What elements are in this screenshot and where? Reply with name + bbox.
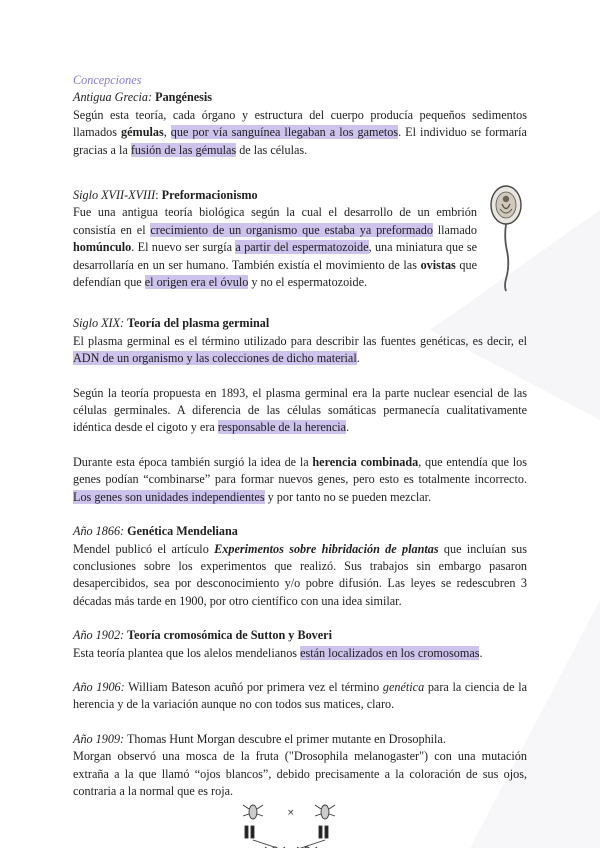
section-label: Antigua Grecia: — [73, 90, 153, 105]
text: para la ciencia de la herencia y de la variación aunque no con todos sus matices, claro. — [73, 679, 527, 712]
text: . — [346, 420, 350, 435]
text: Mendel publicó el artículo — [73, 541, 215, 556]
text: llamado — [432, 222, 477, 237]
text: . — [356, 351, 360, 366]
paragraph — [73, 385, 527, 437]
section-label: Año 1906: — [73, 679, 125, 694]
drosophila-cross-diagram-icon — [215, 802, 385, 848]
highlight: responsable de la herencia — [217, 420, 347, 435]
section-label: Año 1909: — [73, 731, 125, 746]
paragraph — [73, 731, 527, 748]
section-morgan — [73, 731, 527, 801]
text: de las células. — [236, 142, 308, 157]
section-plasma-germinal — [73, 315, 527, 367]
text: que incluían sus conclusiones sobre los experimentos que realizó. Sus trabajos sin embargo pasaron desapercibidos, sea por desconocimiento y/o pobre difusión. Las leyes se redescubren 3 décadas más tarde en 1900, por otro científico con una idea similar. — [73, 541, 528, 608]
bold-term: ovistas — [420, 257, 456, 272]
highlight: crecimiento de un organismo que estaba ya preformado — [150, 222, 433, 237]
section-mendel — [73, 523, 527, 610]
section-title-line — [73, 187, 477, 204]
highlight: ADN de un organismo y las colecciones de dicho material — [73, 351, 357, 366]
paragraph-block — [73, 385, 527, 437]
section-title-line — [73, 315, 527, 332]
highlight: fusión de las gémulas — [130, 142, 237, 157]
italic-term: genética — [382, 679, 425, 694]
section-pangenesis — [73, 89, 527, 159]
paragraph — [73, 541, 527, 611]
section-sutton-boveri — [73, 627, 527, 662]
section-label: Año 1902: — [73, 628, 125, 643]
text: William Bateson acuñó por primera vez el término — [124, 679, 383, 694]
paragraph — [73, 679, 527, 714]
paragraph — [73, 748, 527, 800]
section-heading: Concepciones — [73, 73, 142, 87]
highlight: el origen era el óvulo — [144, 275, 249, 290]
text: Thomas Hunt Morgan descubre el primer mutante en Drosophila. — [124, 731, 446, 746]
paragraph-block — [73, 454, 527, 506]
bold-term: homúnculo — [73, 240, 132, 255]
text: , una miniatura que se desarrollaría en un ser humano. También existía el movimiento de las — [73, 240, 478, 272]
highlight: están localizados en los cromosomas — [300, 645, 480, 660]
paragraph — [73, 333, 527, 368]
bold-term: herencia combinada — [312, 454, 419, 469]
section-bateson — [73, 679, 527, 714]
text: Morgan observó una mosca de la fruta ("Drosophila melanogaster") con una mutación extraña a la que llamó “ojos blancos”, debido precisamente a la coloración de sus ojos, contraria a la normal que es roja. — [73, 749, 527, 798]
paragraph — [73, 107, 527, 159]
paragraph — [73, 454, 527, 506]
text: Según esta teoría, cada órgano y estructura del cuerpo producía pequeños sedimentos llamados — [73, 107, 527, 140]
section-row — [73, 187, 527, 298]
section-title-line — [73, 89, 527, 106]
section-title: Genética Mendeliana — [127, 524, 238, 539]
section-text — [73, 187, 477, 291]
section-title-line — [73, 627, 527, 644]
paragraph — [73, 645, 527, 662]
text: y por tanto no se pueden mezclar. — [264, 489, 432, 504]
text: . El nuevo ser surgía — [131, 240, 236, 255]
text: que defendían que — [73, 257, 477, 290]
text: , — [163, 125, 171, 140]
section-label: Siglo XIX: — [73, 316, 125, 331]
section-title: Preformacionismo — [161, 188, 258, 203]
document-content — [73, 72, 527, 848]
section-title: Pangénesis — [155, 90, 213, 105]
text: Fue una antigua teoría biológica según la cual el desarrollo de un embrión consistía en el — [73, 205, 477, 237]
drosophila-cross-figure — [73, 802, 527, 848]
text: El plasma germinal es el término utilizado para describir las fuentes genéticas, es decir, el — [73, 333, 527, 348]
section-label: Siglo XVII-XVIII — [73, 188, 156, 203]
separator: : — [155, 188, 162, 203]
italic-term: Experimentos sobre hibridación de plantas — [214, 541, 439, 556]
highlight: Los genes son unidades independientes — [73, 489, 265, 504]
text: y no el espermatozoide. — [248, 275, 368, 290]
svg-text:×: × — [287, 808, 295, 819]
bold-term: gémulas — [121, 125, 164, 140]
section-title-line — [73, 523, 527, 540]
highlight: a partir del espermatozoide — [235, 240, 369, 255]
text: , que entendía que los genes podían “combinarse” para formar nuevos genes, pero esto es totalmente incorrecto. — [73, 454, 527, 487]
text: . — [479, 645, 483, 660]
homunculus-sperm-icon — [485, 183, 527, 298]
paragraph — [73, 204, 477, 291]
text: . El individuo se formaría gracias a la — [73, 125, 527, 157]
text: Esta teoría plantea que los alelos mendelianos — [73, 645, 301, 660]
highlight: que por vía sanguínea llegaban a los gametos — [170, 125, 399, 140]
section-title: Teoría del plasma germinal — [127, 316, 270, 331]
section-label: Año 1866: — [73, 524, 125, 539]
section-preformacionismo — [73, 187, 527, 298]
section-title: Teoría cromosómica de Sutton y Boveri — [127, 628, 332, 643]
text: Según la teoría propuesta en 1893, el plasma germinal era la parte nuclear esencial de las células germinales. A diferencia de las células somáticas permanecía cualitativamente idéntica desde el cigoto y era — [73, 385, 527, 435]
text: Durante esta época también surgió la idea de la — [73, 454, 313, 469]
